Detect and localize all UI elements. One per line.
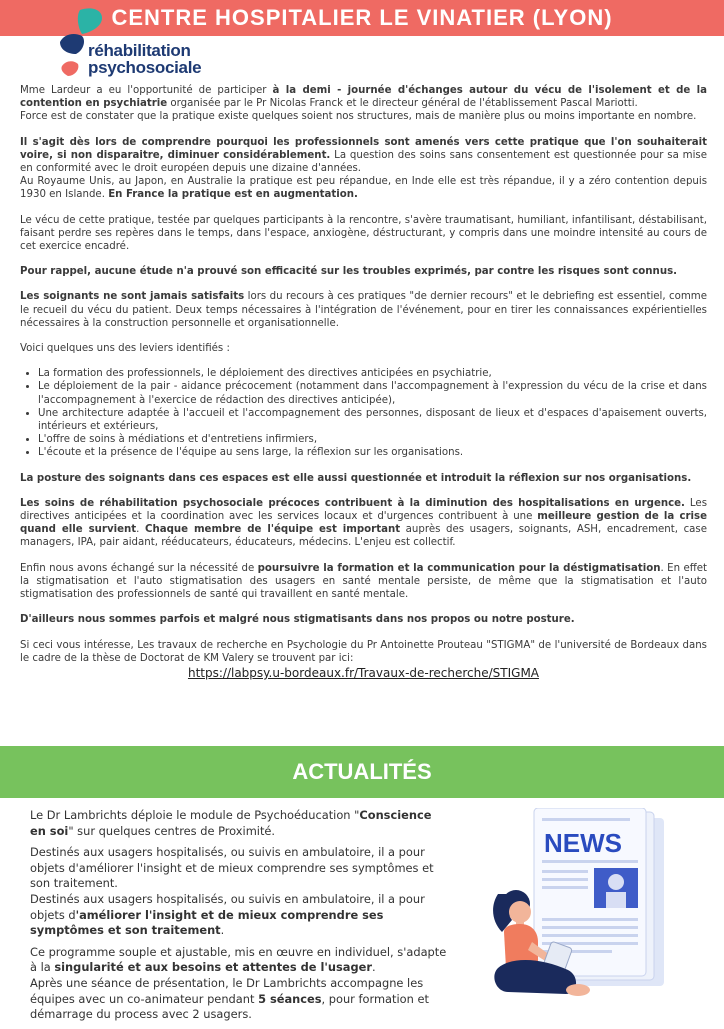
news-paragraph-audience: Destinés aux usagers hospitalisés, ou suivis en ambulatoire, il a pour objets d'améliorer l'insight et de mieux comprendre ses symptômes et son traitement. [30,845,434,891]
paragraph-purpose: Il s'agit dès lors de comprendre pourquoi les professionnels sont amenés vers cette pratique que l'on souhaiterait voire, si non disparaitre, diminuer considérablement. La question des soins sans consentement est questionnée pour sa mise en conformité avec le droit européen depuis une dizaine d'années. [20,136,708,175]
stigma-research-link[interactable]: https://labpsy.u-bordeaux.fr/Travaux-de-recherche/STIGMA [187,665,540,680]
list-item: • Une architecture adaptée à l'accueil et l'accompagnement des personnes, disposant de lieux et d'espaces d'apaisement ouverts, intérieurs et extérieurs, [38,407,707,433]
paragraph-levers-intro: Voici quelques uns des leviers identifiés : [20,343,230,355]
list-item: • La formation des professionnels, le déploiement des directives anticipées en psychiatrie, [38,367,707,380]
paragraph-rehab-care: Les soins de réhabilitation psychosociale précoces contribuent à la diminution des hospitalisations en urgence. Les directives anticipées et la coordination avec les services locaux et d'urgences contribuent à une meilleure gestion de la crise quand elle survient. Chaque membre de l'équipe est important auprès des usagers, soignants, ASH, encadrement, case managers, IPA, pair aidant, rééducateurs, éducateurs, médecins. L'enjeu est collectif. [20,497,707,549]
news-paragraph-module: Le Dr Lambrichts déploie le module de Psychoéducation "Conscience en soi" sur quelques centres de Proximité. [30,808,432,838]
rehab-logo [58,6,218,78]
paragraph-reminder: Pour rappel, aucune étude n'a prouvé son efficacité sur les troubles exprimés, par contre les risques sont connus. [20,266,677,278]
news-masthead: NEWS [544,828,622,858]
news-illustration [482,808,672,1014]
paragraph-posture: La posture des soignants dans ces espaces est elle aussi questionnée et introduit la réflexion sur nos organisations. [20,472,692,484]
paragraph-caregivers: Les soignants ne sont jamais satisfaits lors du recours à ces pratiques "de dernier recours" et le debriefing est essentiel, comme le recueil du vécu du patient. Deux temps nécessaires à l'intégration de l'événement, pour en tirer les connaissances expérientielles nécessaires à la construction personnelle et organisationnelle. [20,291,708,329]
news-paragraph-program: Ce programme souple et ajustable, mis en œuvre en individuel, s'adapte à la singularité et aux besoins et attentes de l'usager. [30,944,447,975]
paragraph-experience: Le vécu de cette pratique, testée par quelques participants à la rencontre, s'avère traumatisant, humiliant, infantilisant, déstabilisant, faisant perdre ses repères dans le temps, dans l'espace, anxiogène, déstructurant, y compris dans une moindre intensité au cours de cet exercice encadré. [20,214,707,253]
news-banner [0,746,724,798]
paragraph-destigmatisation: Enfin nous avons échangé sur la nécessité de poursuivre la formation et la communication pour la déstigmatisation. En effet la stigmatisation et l'auto stigmatisation des usagers en santé mentale persiste, de même que la stigmatisation et l'auto stigmatisation des professionnels de santé qui travaillent en santé mentale. [20,562,707,601]
news-title: ACTUALITÉS [292,759,432,784]
news-paragraph-sessions: Après une séance de présentation, le Dr Lambrichts accompagne les équipes avec un co-animateur pendant 5 séances, pour formation et démarrage du process avec 2 usagers. [30,975,429,1022]
list-item: • L'écoute et la présence de l'équipe au sens large, la réflexion sur les organisations. [38,446,707,459]
article-body [20,84,707,680]
list-item: • L'offre de soins à médiations et d'entretiens infirmiers, [38,433,707,446]
page-title: CENTRE HOSPITALIER LE VINATIER (LYON) [111,5,613,30]
logo-line-2: psychosociale [88,58,202,77]
paragraph-stigmatising: D'ailleurs nous sommes parfois et malgré nous stigmatisants dans nos propos ou notre posture. [20,614,575,626]
paragraph-research: Si ceci vous intéresse, Les travaux de recherche en Psychologie du Pr Antoinette Prouteau "STIGMA" de l'université de Bordeaux dans le cadre de la thèse de Doctorat de KM Valery se trouvent par ici: [20,639,707,664]
paragraph-international: Au Royaume Unis, au Japon, en Australie la pratique est peu répandue, en Inde elle est très répandue, il y a zéro contention depuis 1930 en Islande. En France la pratique est en augmentation. [20,176,707,201]
paragraph-intro: Mme Lardeur a eu l'opportunité de participer à la demi - journée d'échanges autour du vécu de l'isolement et de la contention en psychiatrie organisée par le Pr Nicolas Franck et le directeur général de l'établissement Pascal Mariotti. [20,85,707,110]
list-item: • Le déploiement de la pair - aidance précocement (notamment dans l'accompagnement à l'expression du vécu de la crise et dans l'accompagnement à l'exercice de rédaction des directives anticipée), [38,380,707,406]
levers-list [20,367,707,459]
logo-wordmark [88,42,201,76]
news-paragraph-audience-bold: Destinés aux usagers hospitalisés, ou suivis en ambulatoire, il a pour objets d'améliorer l'insight et de mieux comprendre ses symptômes et son traitement. [30,891,425,938]
news-body [30,808,448,1029]
logo-line-1: réhabilitation [88,41,191,60]
paragraph-observation: Force est de constater que la pratique existe quelques soient nos structures, mais de manière plus ou moins importante en nombre. [20,111,697,123]
